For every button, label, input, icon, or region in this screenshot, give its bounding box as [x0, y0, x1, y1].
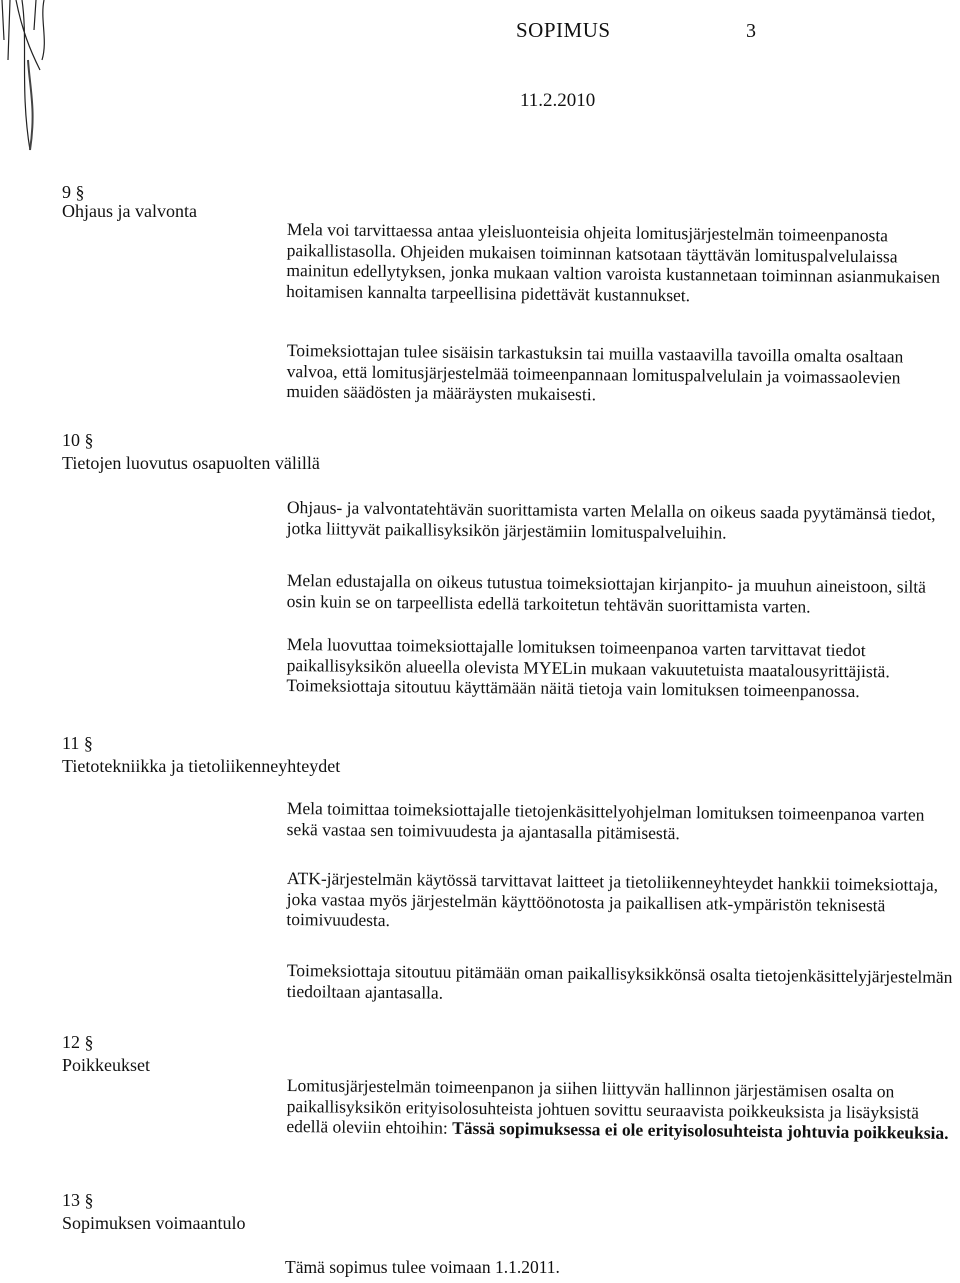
section-12-paragraph [286, 1075, 955, 1143]
section-11-paragraph-1: Mela toimittaa toimeksiottajalle tietojenkäsittelyohjelman lomituksen toimeenpanoa varten sekä vastaa sen toimivuudesta ja ajantasalla pitämisestä. [286, 798, 925, 843]
section-12-paragraph-text: Lomitusjärjestelmän toimeenpanon ja siihen liittyvän hallinnon järjestämisen osalta on paikallisyksikön erityisolosuhteista johtuen sovittu seuraavista poikkeuksista ja lisäyksistä edellä oleviin ehtoihin: [286, 1075, 920, 1138]
section-9-paragraph-1: Mela voi tarvittaessa antaa yleisluonteisia ohjeita lomitusjärjestelmän toimeenpanosta paikallistasolla. Ohjeiden mukaisen toiminnan katsotaan täyttävän lomituspalvelulaissa mainitun edellytyksen, jonka mukaan valtion varoista kustannetaan toiminnan asianmukaisen hoitamisen kannalta tarpeellisina pidettävät kustannukset. [286, 219, 941, 305]
section-10-paragraph-1: Ohjaus- ja valvontatehtävän suorittamista varten Melalla on oikeus saada pyytämänsä tiedot, jotka liittyvät paikallisyksikön järjestämiin lomituspalveluihin. [286, 497, 936, 543]
section-9-title: Ohjaus ja valvonta [62, 201, 197, 221]
document-title: SOPIMUS [516, 18, 611, 42]
section-9-paragraph-2: Toimeksiottajan tulee sisäisin tarkastuksin tai muilla vastaavilla tavoilla omalta osaltaan valvoa, että lomitusjärjestelmää toimeenpannaan lomituspalvelulain ja voimassaolevien muiden säädösten ja määräysten mukaisesti. [286, 340, 904, 405]
document-date: 11.2.2010 [520, 90, 596, 111]
scan-artifact [0, 0, 70, 160]
section-13-title: Sopimuksen voimaantulo [62, 1213, 246, 1233]
section-11-paragraph-2: ATK-järjestelmän käytössä tarvittavat laitteet ja tietoliikenneyhteydet hankkii toimeksiottaja, joka vastaa myös järjestelmän käyttöönotosta ja paikallisen atk-ympäristön teknisestä toimivuudesta. [286, 868, 939, 931]
section-12-number: 12 § [62, 1032, 94, 1052]
section-10-paragraph-2: Melan edustajalla on oikeus tutustua toimeksiottajan kirjanpito- ja muuhun aineistoon, siltä osin kuin se on tarpeellista edellä tarkoitetun tehtävän suorittamista varten. [286, 570, 927, 616]
section-13-paragraph: Tämä sopimus tulee voimaan 1.1.2011. [285, 1257, 560, 1277]
section-11-title: Tietotekniikka ja tietoliikenneyhteydet [62, 756, 341, 776]
section-10-title: Tietojen luovutus osapuolten välillä [62, 453, 320, 473]
section-9-number: 9 § [62, 182, 85, 202]
section-12-title: Poikkeukset [62, 1055, 150, 1075]
page-number: 3 [746, 20, 756, 42]
section-11-number: 11 § [62, 733, 93, 753]
section-10-paragraph-3: Mela luovuttaa toimeksiottajalle lomituksen toimeenpanoa varten tarvittavat tiedot paikallisyksikön alueella olevista MYELin mukaan vakuutetuista maatalousyrittäjistä. Toimeksiottaja sitoutuu käyttämään näitä tietoja vain lomituksen toimeenpanossa. [286, 634, 890, 701]
section-13-number: 13 § [62, 1190, 94, 1210]
section-12-paragraph-bold: Tässä sopimuksessa ei ole erityisolosuhteista johtuvia poikkeuksia. [452, 1117, 949, 1143]
section-10-number: 10 § [62, 430, 94, 450]
section-11-paragraph-3: Toimeksiottaja sitoutuu pitämään oman paikallisyksikkönsä osalta tietojenkäsittelyjärjestelmän tiedoiltaan ajantasalla. [286, 960, 953, 1003]
